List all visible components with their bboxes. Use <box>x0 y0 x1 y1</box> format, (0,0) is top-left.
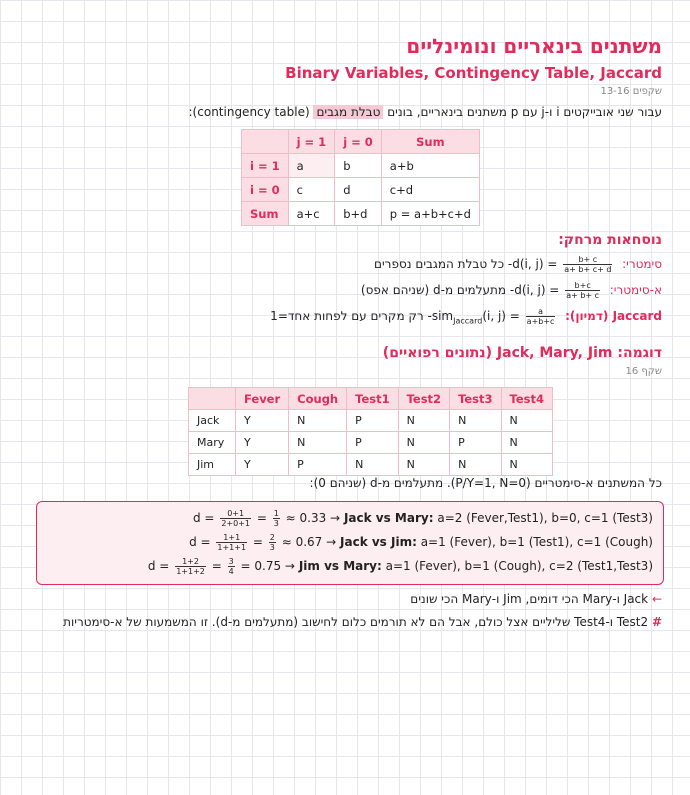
slide-reference: שקפים 13-16 <box>600 86 662 97</box>
arrow-left-icon: ← <box>651 592 662 606</box>
symmetric-equation <box>512 255 618 274</box>
table-row <box>189 454 553 476</box>
asymmetric-desc: - מתעלמים מ-d (שניהם אפס) <box>360 283 515 297</box>
fraction <box>563 255 612 274</box>
table-cell: N <box>398 454 449 476</box>
table-cell: a+b <box>381 154 479 178</box>
equation-lhs: d(i, j) = <box>512 257 558 271</box>
symmetric-formula <box>374 255 662 274</box>
table-cell: N <box>450 454 501 476</box>
fraction <box>273 509 280 528</box>
intro-text <box>189 105 662 119</box>
calc-detail: a=1 (Fever), b=1 (Cough), c=2 (Test1,Test3) <box>385 559 653 573</box>
denominator: 1+1+1 <box>217 543 247 552</box>
contingency-table <box>241 129 480 226</box>
denominator: a+b+c <box>526 317 555 326</box>
table-cell: P <box>347 410 398 432</box>
numerator: 2 <box>269 533 275 542</box>
table-cell: Y <box>236 432 289 454</box>
asymmetric-formula <box>361 281 662 300</box>
denominator: 1+1+2 <box>176 567 205 576</box>
calc-lhs: d = <box>189 535 211 549</box>
fraction <box>228 557 235 576</box>
table-cell: N <box>289 410 347 432</box>
denominator: 2+0+1 <box>221 519 251 528</box>
jaccard-subscript: Jaccard <box>453 316 483 326</box>
table-row <box>242 202 480 226</box>
distance-section-title: נוסחאות מרחק: <box>558 232 662 248</box>
table-header-cell: j = 1 <box>288 130 335 154</box>
asymmetric-note: כל המשתנים א-סימטריים (P/Y=1, N=0). מתעלמים מ-d (שניהם 0): <box>309 476 662 490</box>
table-cell: N <box>398 410 449 432</box>
table-row <box>242 178 480 202</box>
table-header-cell: Test4 <box>501 388 552 410</box>
table-cell: p = a+b+c+d <box>381 202 479 226</box>
table-cell: c <box>288 178 335 202</box>
page-subtitle: Binary Variables, Contingency Table, Jaccard <box>285 64 662 82</box>
table-header-cell: Cough <box>289 388 347 410</box>
table-row <box>189 410 553 432</box>
numerator: 3 <box>228 557 234 566</box>
numerator: 0+1 <box>220 509 251 519</box>
table-header-cell: Test1 <box>347 388 398 410</box>
calc-pair: Jack vs Mary: <box>343 511 434 525</box>
calculation-line <box>189 533 653 552</box>
symmetric-label: סימטרי: <box>622 257 662 271</box>
intro-before: עבור שני אובייקטים i ו-j עם p משתנים בינאריים, בונים <box>387 105 662 119</box>
denominator: 3 <box>269 543 275 552</box>
table-cell: N <box>398 432 449 454</box>
jaccard-equation <box>431 307 561 326</box>
table-cell: Y <box>236 454 289 476</box>
table-cell: Jack <box>189 410 236 432</box>
calculation-line <box>148 557 653 576</box>
table-row <box>189 432 553 454</box>
asymmetric-equation <box>514 281 606 300</box>
calc-detail: a=1 (Fever), b=1 (Test1), c=1 (Cough) <box>420 535 653 549</box>
fraction <box>175 557 206 576</box>
table-cell: Y <box>236 410 289 432</box>
fraction <box>526 307 556 326</box>
conclusion-text: Jack ו-Mary הכי דומים, Jim ו-Mary הכי שונים <box>410 592 649 606</box>
equation-lhs: d(i, j) = <box>514 283 560 297</box>
table-cell: Jim <box>189 454 236 476</box>
table-cell: b <box>335 154 382 178</box>
example-title: דוגמה: Jack, Mary, Jim (נתונים רפואיים) <box>382 345 662 361</box>
fraction <box>220 509 251 528</box>
page-title: משתנים בינאריים ונומינליים <box>406 34 662 58</box>
numerator: a <box>526 307 556 317</box>
calculation-line <box>193 509 653 528</box>
calc-equals: = <box>256 511 267 525</box>
table-cell: N <box>501 410 552 432</box>
table-cell: b+d <box>335 202 382 226</box>
table-header-cell: Test2 <box>398 388 449 410</box>
asymmetric-label: א-סימטרי: <box>609 283 662 297</box>
denominator: a+ b+ c <box>566 291 600 300</box>
jaccard-desc: - רק מקרים עם לפחות אחד=1 <box>270 309 432 323</box>
table-cell: P <box>450 432 501 454</box>
calc-result: = 0.75 → <box>240 559 295 573</box>
intro-after: (contingency table): <box>188 105 310 119</box>
calc-lhs: d = <box>193 511 215 525</box>
remark <box>63 615 662 629</box>
table-cell: N <box>347 454 398 476</box>
calc-pair: Jack vs Jim: <box>340 535 417 549</box>
table-cell: d <box>335 178 382 202</box>
numerator: 1+1 <box>216 533 247 543</box>
calc-detail: a=2 (Fever,Test1), b=0, c=1 (Test3) <box>437 511 653 525</box>
table-header-cell: Sum <box>381 130 479 154</box>
table-cell: a+c <box>288 202 335 226</box>
table-header-row <box>242 130 480 154</box>
intro-highlight: טבלת מגבים <box>313 105 383 119</box>
jaccard-label: Jaccard (דמיון): <box>565 309 662 323</box>
numerator: 1 <box>273 509 279 518</box>
table-cell: P <box>289 454 347 476</box>
numerator: 1+2 <box>175 557 206 567</box>
numerator: b+c <box>565 281 600 291</box>
symmetric-desc: - כל טבלת המגבים נספרים <box>374 257 513 271</box>
calc-lhs: d = <box>147 559 170 573</box>
calc-result: ≈ 0.33 → <box>285 511 341 525</box>
row-header: Sum <box>242 202 289 226</box>
jaccard-args: (i, j) = <box>482 309 520 323</box>
table-header-cell <box>242 130 289 154</box>
table-row <box>242 154 480 178</box>
table-header-row <box>189 388 553 410</box>
numerator: b+ c <box>563 255 612 265</box>
calc-equals: = <box>252 535 263 549</box>
row-header: i = 0 <box>242 178 289 202</box>
calculations-box <box>36 501 664 585</box>
table-cell: N <box>501 454 552 476</box>
table-cell: a <box>288 154 335 178</box>
table-cell: N <box>289 432 347 454</box>
table-cell: c+d <box>381 178 479 202</box>
conclusion <box>410 592 662 606</box>
denominator: 3 <box>273 519 279 528</box>
table-cell: N <box>501 432 552 454</box>
table-cell: N <box>450 410 501 432</box>
table-header-cell: Test3 <box>450 388 501 410</box>
denominator: 4 <box>228 567 234 576</box>
hash-icon: # <box>651 615 662 629</box>
calc-equals: = <box>211 559 222 573</box>
jaccard-formula <box>270 307 662 326</box>
calc-pair: Jim vs Mary: <box>298 559 382 573</box>
slide-reference: שקף 16 <box>625 366 662 377</box>
table-header-cell: j = 0 <box>335 130 382 154</box>
remark-text: Test2 ו-Test4 שליליים אצל כולם, אבל הם לא תורמים כלום לחישוב (מתעלמים מ-d). זו המשמעות של א-סימטריות <box>63 615 649 629</box>
jaccard-sim: sim <box>431 309 454 323</box>
calc-result: ≈ 0.67 → <box>281 535 337 549</box>
table-header-cell <box>189 388 236 410</box>
table-cell: P <box>347 432 398 454</box>
fraction <box>565 281 600 300</box>
fraction <box>216 533 247 552</box>
table-cell: Mary <box>189 432 236 454</box>
fraction <box>269 533 276 552</box>
patients-table <box>188 387 553 476</box>
row-header: i = 1 <box>242 154 289 178</box>
denominator: a+ b+ c+ d <box>564 265 612 274</box>
table-header-cell: Fever <box>236 388 289 410</box>
